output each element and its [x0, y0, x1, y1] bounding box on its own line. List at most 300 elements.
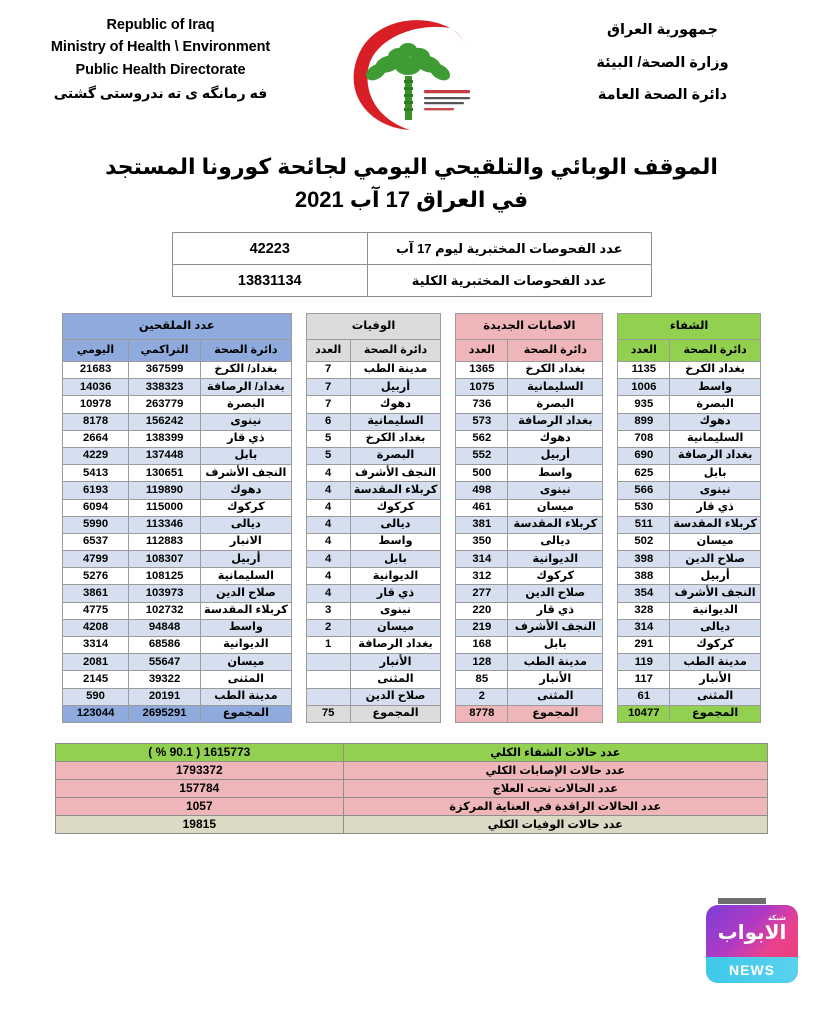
summary-label: عدد حالات الشفاء الكلي	[343, 743, 767, 761]
summary-value: 157784	[56, 779, 344, 797]
governorate-count: 2	[306, 619, 350, 636]
table-row	[306, 637, 441, 654]
table-row	[63, 585, 292, 602]
governorate-name: واسط	[201, 619, 292, 636]
vaccinated-daily: 6094	[63, 499, 129, 516]
governorate-name: أربيل	[508, 447, 603, 464]
governorate-count: 500	[456, 465, 508, 482]
table-row	[63, 619, 292, 636]
governorate-count: 168	[456, 637, 508, 654]
table-row	[618, 499, 761, 516]
governorate-name: ذي قار	[201, 430, 292, 447]
governorate-count: 530	[618, 499, 670, 516]
vaccinated-daily: 14036	[63, 379, 129, 396]
governorate-count: 291	[618, 637, 670, 654]
summary-label: عدد حالات الإصابات الكلي	[343, 761, 767, 779]
governorate-name: ذي قار	[350, 585, 441, 602]
governorate-name: الأنبار	[350, 654, 441, 671]
report-title-line-1: الموقف الوبائي والتلقيحي اليومي لجائحة كورونا المستجد	[105, 154, 718, 179]
vaccinated-daily: 4208	[63, 619, 129, 636]
governorate-count: 708	[618, 430, 670, 447]
deaths-table	[306, 313, 442, 723]
governorate-name: دهوك	[508, 430, 603, 447]
vaccinated-col-name: دائرة الصحة	[201, 340, 292, 362]
governorate-count: 220	[456, 602, 508, 619]
governorate-count: 566	[618, 482, 670, 499]
governorate-name: صلاح الدين	[350, 688, 441, 705]
governorate-count: 935	[618, 396, 670, 413]
governorate-count: 117	[618, 671, 670, 688]
iraq-ministry-of-health-logo	[332, 14, 492, 136]
governorate-name: بغداد الرصافة	[508, 413, 603, 430]
governorate-name: كربلاء المقدسة	[201, 602, 292, 619]
vaccinated-cumulative: 338323	[129, 379, 201, 396]
governorate-count: 461	[456, 499, 508, 516]
vaccinated-daily: 21683	[63, 362, 129, 379]
governorate-count: 4	[306, 568, 350, 585]
governorate-name: بغداد/ الكرخ	[201, 362, 292, 379]
governorate-name: البصرة	[670, 396, 761, 413]
summary-value: 1057	[56, 797, 344, 815]
table-row	[456, 568, 603, 585]
arabic-line-1: جمهورية العراق	[606, 22, 718, 38]
governorate-count: 381	[456, 516, 508, 533]
governorate-name: بغداد الرصافة	[350, 637, 441, 654]
governorate-name: كركوك	[350, 499, 441, 516]
new-cases-col-name: دائرة الصحة	[508, 340, 603, 362]
governorate-name: البصرة	[201, 396, 292, 413]
summary-row	[56, 815, 768, 833]
governorate-count: 573	[456, 413, 508, 430]
table-row	[618, 447, 761, 464]
vaccinated-daily: 3314	[63, 637, 129, 654]
governorate-name: واسط	[670, 379, 761, 396]
governorate-name: مدينة الطب	[508, 654, 603, 671]
table-row	[306, 379, 441, 396]
table-row	[456, 602, 603, 619]
governorate-name: كربلاء المقدسة	[508, 516, 603, 533]
governorate-name: نينوى	[670, 482, 761, 499]
governorate-count: 219	[456, 619, 508, 636]
table-row	[618, 671, 761, 688]
tests-daily-value: 42223	[172, 233, 367, 265]
new-cases-table-title: الاصابات الجديدة	[456, 314, 603, 340]
vaccinated-cumulative: 138399	[129, 430, 201, 447]
vaccinated-cumulative: 113346	[129, 516, 201, 533]
table-row	[618, 362, 761, 379]
watermark-small-text: شبكة	[767, 915, 786, 922]
vaccinated-daily: 3861	[63, 585, 129, 602]
alabwab-news-watermark[interactable]	[706, 905, 798, 983]
governorate-count: 1075	[456, 379, 508, 396]
table-row	[456, 362, 603, 379]
governorate-name: المثنى	[201, 671, 292, 688]
deaths-col-count: العدد	[306, 340, 350, 362]
total-value: 75	[306, 705, 350, 722]
table-row	[306, 447, 441, 464]
governorate-name: الأنبار	[508, 671, 603, 688]
table-row	[306, 671, 441, 688]
table-row	[456, 671, 603, 688]
governorate-count: 4	[306, 482, 350, 499]
governorate-name: المثنى	[350, 671, 441, 688]
vaccinated-cumulative: 108307	[129, 551, 201, 568]
governorate-name: السليمانية	[201, 568, 292, 585]
governorate-name: المثنى	[508, 688, 603, 705]
vaccinated-daily: 4229	[63, 447, 129, 464]
governorate-count: 498	[456, 482, 508, 499]
governorate-count: 128	[456, 654, 508, 671]
summary-label: عدد الحالات تحت العلاج	[343, 779, 767, 797]
table-row	[306, 619, 441, 636]
header-english-block	[28, 14, 293, 105]
vaccinated-daily: 5276	[63, 568, 129, 585]
governorate-count: 690	[618, 447, 670, 464]
recovery-col-count: العدد	[618, 340, 670, 362]
table-row	[306, 654, 441, 671]
total-daily: 123044	[63, 705, 129, 722]
table-row	[618, 413, 761, 430]
governorate-count: 354	[618, 585, 670, 602]
table-row	[456, 551, 603, 568]
governorate-count: 328	[618, 602, 670, 619]
table-row	[63, 447, 292, 464]
governorate-count: 314	[456, 551, 508, 568]
governorate-count: 85	[456, 671, 508, 688]
summary-value: 1793372	[56, 761, 344, 779]
table-row	[456, 482, 603, 499]
vaccinated-cumulative: 68586	[129, 637, 201, 654]
governorate-count: 2	[456, 688, 508, 705]
table-row	[306, 482, 441, 499]
table-total-row	[306, 705, 441, 722]
total-label: المجموع	[508, 705, 603, 722]
governorate-count	[306, 654, 350, 671]
governorate-name: بغداد/ الرصافة	[201, 379, 292, 396]
table-row	[456, 465, 603, 482]
governorate-name: مدينة الطب	[670, 654, 761, 671]
governorate-name: دهوك	[350, 396, 441, 413]
governorate-count: 3	[306, 602, 350, 619]
governorate-name: أربيل	[350, 379, 441, 396]
table-row	[618, 619, 761, 636]
governorate-name: ديالى	[201, 516, 292, 533]
governorate-name: كربلاء المقدسة	[350, 482, 441, 499]
governorate-name: دهوك	[670, 413, 761, 430]
table-row	[618, 379, 761, 396]
vaccinated-col-cumulative: التراكمي	[129, 340, 201, 362]
vaccinated-daily: 4799	[63, 551, 129, 568]
governorate-name: أربيل	[670, 568, 761, 585]
table-row	[63, 533, 292, 550]
table-row	[172, 233, 651, 265]
table-row	[63, 568, 292, 585]
table-row	[618, 568, 761, 585]
table-total-row	[456, 705, 603, 722]
table-row	[456, 654, 603, 671]
table-row	[456, 413, 603, 430]
governorate-name: ميسان	[670, 533, 761, 550]
new-cases-table-body	[456, 362, 603, 723]
vaccinated-cumulative: 102732	[129, 602, 201, 619]
governorate-count: 350	[456, 533, 508, 550]
arabic-line-2: وزارة الصحة/ البيئة	[596, 54, 729, 71]
governorate-name: الانبار	[201, 533, 292, 550]
governorate-count: 4	[306, 465, 350, 482]
total-value: 8778	[456, 705, 508, 722]
table-row	[63, 362, 292, 379]
table-row	[63, 602, 292, 619]
governorate-tables-row	[0, 313, 823, 723]
governorate-name: النجف الأشرف	[350, 465, 441, 482]
vaccinated-table-body	[63, 362, 292, 723]
table-row	[456, 430, 603, 447]
table-total-row	[618, 705, 761, 722]
governorate-count: 1135	[618, 362, 670, 379]
header-arabic-block	[530, 14, 795, 112]
table-row	[306, 602, 441, 619]
governorate-name: نينوى	[350, 602, 441, 619]
governorate-count: 502	[618, 533, 670, 550]
watermark-tab	[718, 898, 766, 904]
table-row	[456, 585, 603, 602]
vaccinated-daily: 2081	[63, 654, 129, 671]
governorate-name: أربيل	[201, 551, 292, 568]
vaccinated-daily: 2145	[63, 671, 129, 688]
governorate-name: الديوانية	[350, 568, 441, 585]
vaccinated-cumulative: 55647	[129, 654, 201, 671]
table-row	[456, 516, 603, 533]
table-row	[456, 499, 603, 516]
table-row	[618, 654, 761, 671]
governorate-count: 625	[618, 465, 670, 482]
report-title	[0, 150, 823, 216]
governorate-name: صلاح الدين	[201, 585, 292, 602]
vaccinated-daily: 5413	[63, 465, 129, 482]
vaccinated-cumulative: 20191	[129, 688, 201, 705]
summary-row	[56, 743, 768, 761]
governorate-count: 7	[306, 379, 350, 396]
governorate-name: بغداد الكرخ	[670, 362, 761, 379]
governorate-count: 1	[306, 637, 350, 654]
table-row	[172, 265, 651, 297]
governorate-name: مدينة الطب	[201, 688, 292, 705]
table-row	[618, 688, 761, 705]
kurdish-line: فه رمانگه ی ته ندروستی گشتی	[53, 85, 268, 102]
vaccinated-col-daily: اليومي	[63, 340, 129, 362]
governorate-name: كركوك	[670, 637, 761, 654]
governorate-name: بغداد الكرخ	[508, 362, 603, 379]
governorate-count: 312	[456, 568, 508, 585]
governorate-count: 7	[306, 396, 350, 413]
governorate-count: 1365	[456, 362, 508, 379]
governorate-count: 4	[306, 516, 350, 533]
arabic-line-3: دائرة الصحة العامة	[597, 87, 728, 104]
governorate-name: صلاح الدين	[670, 551, 761, 568]
tests-daily-label: عدد الفحوصات المختبرية ليوم 17 آب	[367, 233, 651, 265]
english-line-1: Republic of Iraq	[106, 17, 215, 33]
vaccinated-table	[62, 313, 292, 723]
vaccinated-cumulative: 112883	[129, 533, 201, 550]
table-row	[618, 551, 761, 568]
governorate-count: 119	[618, 654, 670, 671]
governorate-name: البصرة	[508, 396, 603, 413]
governorate-count: 562	[456, 430, 508, 447]
governorate-count: 314	[618, 619, 670, 636]
total-label: المجموع	[350, 705, 441, 722]
table-row	[306, 688, 441, 705]
vaccinated-daily: 8178	[63, 413, 129, 430]
table-total-row	[63, 705, 292, 722]
governorate-name: صلاح الدين	[508, 585, 603, 602]
table-row	[63, 516, 292, 533]
table-row	[63, 413, 292, 430]
table-row	[618, 396, 761, 413]
table-row	[63, 396, 292, 413]
total-cumulative: 2695291	[129, 705, 201, 722]
vaccinated-daily: 10978	[63, 396, 129, 413]
table-row	[456, 533, 603, 550]
national-summary-table	[55, 743, 768, 834]
national-summary-section	[0, 743, 823, 834]
governorate-name: ذي قار	[670, 499, 761, 516]
watermark-news-text: NEWS	[729, 962, 775, 978]
vaccinated-daily: 590	[63, 688, 129, 705]
governorate-count	[306, 671, 350, 688]
table-row	[306, 396, 441, 413]
governorate-name: بابل	[350, 551, 441, 568]
governorate-name: ميسان	[350, 619, 441, 636]
table-row	[456, 396, 603, 413]
table-row	[63, 637, 292, 654]
governorate-name: مدينة الطب	[350, 362, 441, 379]
table-row	[306, 568, 441, 585]
vaccinated-daily: 2664	[63, 430, 129, 447]
table-row	[306, 362, 441, 379]
table-row	[618, 637, 761, 654]
governorate-name: بابل	[508, 637, 603, 654]
table-row	[618, 430, 761, 447]
summary-row	[56, 761, 768, 779]
vaccinated-table-title: عدد الملقحين	[63, 314, 292, 340]
governorate-name: دهوك	[201, 482, 292, 499]
summary-label: عدد حالات الوفيات الكلي	[343, 815, 767, 833]
table-row	[63, 379, 292, 396]
governorate-count: 277	[456, 585, 508, 602]
table-row	[456, 379, 603, 396]
governorate-name: السليمانية	[350, 413, 441, 430]
governorate-count: 511	[618, 516, 670, 533]
total-label: المجموع	[201, 705, 292, 722]
watermark-logo-top	[706, 905, 798, 957]
english-line-3: Public Health Directorate	[75, 61, 246, 78]
new-cases-table	[455, 313, 603, 723]
governorate-name: بغداد الكرخ	[350, 430, 441, 447]
governorate-name: الديوانية	[201, 637, 292, 654]
table-row	[456, 637, 603, 654]
table-row	[618, 465, 761, 482]
vaccinated-cumulative: 108125	[129, 568, 201, 585]
vaccinated-cumulative: 367599	[129, 362, 201, 379]
governorate-name: ديالى	[508, 533, 603, 550]
table-row	[63, 654, 292, 671]
table-row	[306, 533, 441, 550]
english-line-2: Ministry of Health \ Environment	[50, 39, 271, 56]
recovery-table	[617, 313, 761, 723]
watermark-arabic-text: الابواب	[717, 922, 787, 944]
governorate-name: النجف الأشرف	[201, 465, 292, 482]
vaccinated-daily: 5990	[63, 516, 129, 533]
governorate-name: الأنبار	[670, 671, 761, 688]
table-row	[618, 585, 761, 602]
summary-row	[56, 779, 768, 797]
report-title-line-2: في العراق 17 آب 2021	[294, 187, 529, 212]
governorate-name: نينوى	[201, 413, 292, 430]
deaths-table-title: الوفيات	[306, 314, 441, 340]
governorate-name: ديالى	[350, 516, 441, 533]
governorate-count: 1006	[618, 379, 670, 396]
summary-value: 1615773 ( 90.1 % )	[56, 743, 344, 761]
governorate-count: 4	[306, 499, 350, 516]
tests-total-value: 13831134	[172, 265, 367, 297]
governorate-name: بابل	[670, 465, 761, 482]
tests-total-label: عدد الفحوصات المختبرية الكلية	[367, 265, 651, 297]
governorate-count: 736	[456, 396, 508, 413]
governorate-count: 61	[618, 688, 670, 705]
governorate-name: نينوى	[508, 482, 603, 499]
table-row	[306, 516, 441, 533]
vaccinated-cumulative: 115000	[129, 499, 201, 516]
governorate-count: 899	[618, 413, 670, 430]
table-row	[306, 585, 441, 602]
deaths-col-name: دائرة الصحة	[350, 340, 441, 362]
table-row	[63, 465, 292, 482]
governorate-name: كركوك	[508, 568, 603, 585]
document-header	[0, 0, 823, 136]
governorate-count: 398	[618, 551, 670, 568]
table-row	[306, 499, 441, 516]
governorate-name: الديوانية	[670, 602, 761, 619]
governorate-count: 552	[456, 447, 508, 464]
table-row	[618, 533, 761, 550]
summary-value: 19815	[56, 815, 344, 833]
governorate-count: 4	[306, 551, 350, 568]
new-cases-col-count: العدد	[456, 340, 508, 362]
governorate-name: البصرة	[350, 447, 441, 464]
table-row	[618, 516, 761, 533]
governorate-name: كركوك	[201, 499, 292, 516]
recovery-col-name: دائرة الصحة	[670, 340, 761, 362]
governorate-name: السليمانية	[508, 379, 603, 396]
governorate-count: 5	[306, 430, 350, 447]
vaccinated-daily: 6193	[63, 482, 129, 499]
table-row	[456, 447, 603, 464]
governorate-name: المثنى	[670, 688, 761, 705]
table-row	[618, 482, 761, 499]
governorate-name: السليمانية	[670, 430, 761, 447]
lab-tests-table	[172, 232, 652, 297]
governorate-name: ميسان	[201, 654, 292, 671]
governorate-count: 5	[306, 447, 350, 464]
governorate-name: بغداد الرصافة	[670, 447, 761, 464]
table-row	[306, 551, 441, 568]
recovery-table-body	[618, 362, 761, 723]
table-row	[456, 619, 603, 636]
vaccinated-cumulative: 263779	[129, 396, 201, 413]
deaths-table-body	[306, 362, 441, 723]
governorate-name: واسط	[508, 465, 603, 482]
table-row	[63, 499, 292, 516]
